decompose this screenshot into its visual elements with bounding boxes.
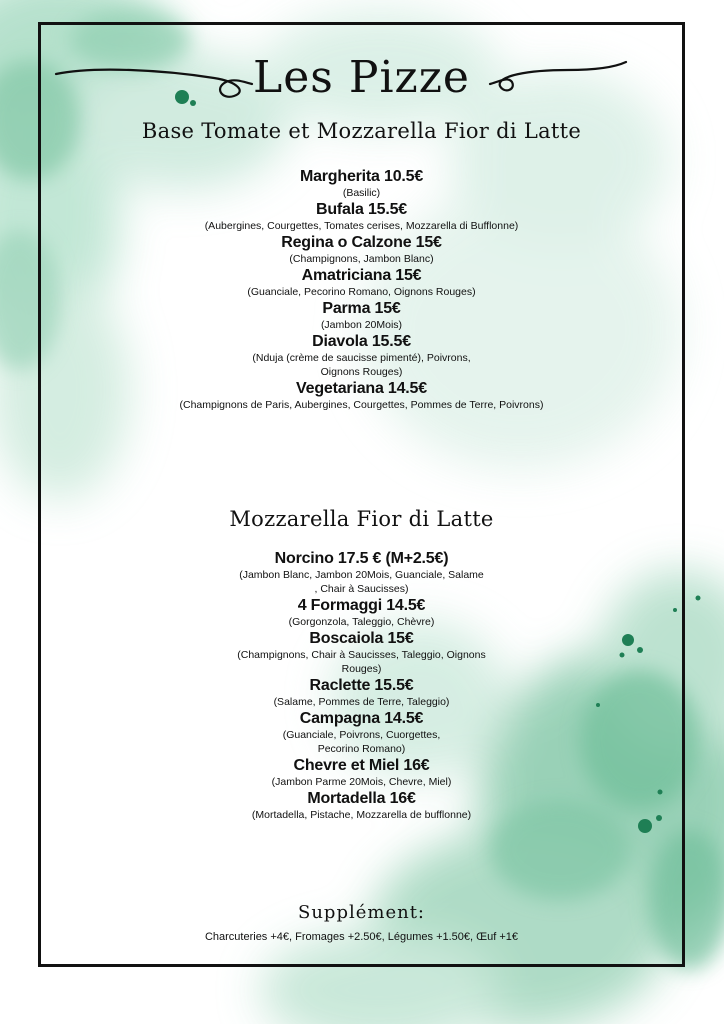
item-name: Amatriciana 15€	[301, 267, 422, 284]
menu-item	[38, 200, 685, 233]
item-ingredients: (Nduja (crème de saucisse pimenté), Poivrons, Oignons Rouges)	[252, 352, 471, 378]
item-ingredients: (Guanciale, Pecorino Romano, Oignons Rouges)	[247, 286, 476, 298]
item-name: Campagna 14.5€	[299, 710, 424, 727]
item-ingredients: (Jambon 20Mois)	[320, 319, 403, 331]
menu-item	[38, 167, 685, 200]
menu-title: Les Pizze	[253, 52, 470, 103]
item-name: Vegetariana 14.5€	[296, 380, 427, 397]
section-heading-base-tomate: Base Tomate et Mozzarella Fior di Latte	[141, 119, 582, 143]
menu-item	[38, 789, 685, 822]
menu-item	[38, 379, 685, 412]
item-name: Margherita 10.5€	[299, 168, 424, 185]
item-ingredients: (Champignons, Chair à Saucisses, Taleggio, Oignons Rouges)	[237, 649, 486, 675]
item-name: Bufala 15.5€	[316, 201, 407, 218]
menu-item	[38, 549, 685, 596]
menu-content	[38, 22, 685, 967]
item-name: Regina o Calzone 15€	[281, 234, 442, 251]
pizza-list-mozzarella	[38, 549, 685, 822]
item-name: Boscaiola 15€	[309, 630, 414, 647]
menu-item	[38, 676, 685, 709]
supplement-prices: Charcuteries +4€, Fromages +2.50€, Légumes +1.50€, Œuf +1€	[204, 931, 519, 943]
item-name: 4 Formaggi 14.5€	[297, 597, 426, 614]
item-name: Parma 15€	[322, 300, 401, 317]
item-ingredients: (Champignons, Jambon Blanc)	[289, 253, 434, 265]
item-name: Raclette 15.5€	[309, 677, 414, 694]
item-name: Norcino 17.5 € (M+2.5€)	[274, 550, 449, 567]
item-name: Mortadella 16€	[307, 790, 416, 807]
item-ingredients: (Mortadella, Pistache, Mozzarella de bufflonne)	[251, 809, 472, 821]
item-ingredients: (Basilic)	[342, 187, 381, 199]
menu-item	[38, 266, 685, 299]
item-ingredients: (Aubergines, Courgettes, Tomates cerises, Mozzarella di Bufflonne)	[204, 220, 519, 232]
pizza-list-tomate	[38, 167, 685, 412]
menu-item	[38, 596, 685, 629]
item-ingredients: (Salame, Pommes de Terre, Taleggio)	[273, 696, 450, 708]
menu-item	[38, 756, 685, 789]
item-name: Diavola 15.5€	[312, 333, 411, 350]
menu-item	[38, 629, 685, 676]
item-ingredients: (Champignons de Paris, Aubergines, Courgettes, Pommes de Terre, Poivrons)	[179, 399, 544, 411]
item-name: Chevre et Miel 16€	[293, 757, 430, 774]
menu-item	[38, 332, 685, 379]
item-ingredients: (Jambon Parme 20Mois, Chevre, Miel)	[271, 776, 452, 788]
menu-item	[38, 299, 685, 332]
section-heading-mozzarella: Mozzarella Fior di Latte	[229, 507, 494, 531]
menu-item	[38, 233, 685, 266]
supplement-heading: Supplément:	[298, 902, 425, 923]
item-ingredients: (Guanciale, Poivrons, Cuorgettes, Pecorino Romano)	[282, 729, 441, 755]
item-ingredients: (Gorgonzola, Taleggio, Chèvre)	[288, 616, 435, 628]
item-ingredients: (Jambon Blanc, Jambon 20Mois, Guanciale, Salame , Chair à Saucisses)	[239, 569, 484, 595]
menu-item	[38, 709, 685, 756]
